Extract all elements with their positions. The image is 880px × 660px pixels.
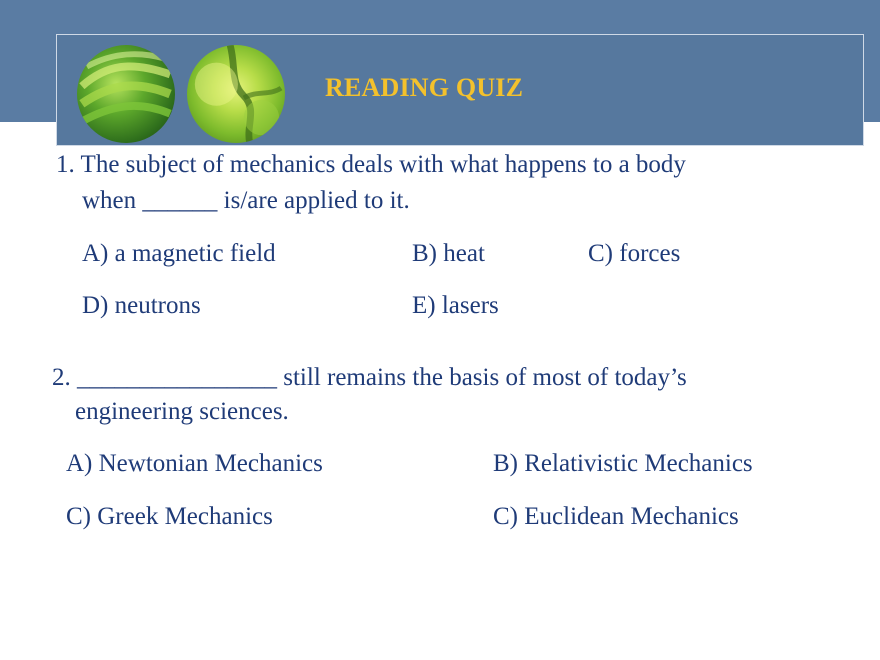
question-1-option-a: A) a magnetic field [82,240,276,267]
question-2-option-a: A) Newtonian Mechanics [66,450,323,477]
question-1-option-c: C) forces [588,240,681,267]
question-1-option-e: E) lasers [412,292,499,319]
question-2-option-c: C) Greek Mechanics [66,503,273,530]
leaf-image-icon [77,45,175,143]
title-banner [56,34,864,146]
question-2-line-1: 2. ________________ still remains the basis of most of today’s [52,364,687,391]
question-1-line-1: 1. The subject of mechanics deals with what happens to a body [56,151,686,178]
leaf-image-icon [187,45,285,143]
question-1-line-2: when ______ is/are applied to it. [82,187,410,214]
question-2-option-b: B) Relativistic Mechanics [493,450,753,477]
question-1-option-d: D) neutrons [82,292,201,319]
leaf-photo-left [77,45,175,143]
question-1-option-b: B) heat [412,240,485,267]
leaf-photo-right [187,45,285,143]
question-2-line-2: engineering sciences. [75,398,289,425]
question-2-option-d: C) Euclidean Mechanics [493,503,739,530]
page-title: READING QUIZ [325,73,524,102]
